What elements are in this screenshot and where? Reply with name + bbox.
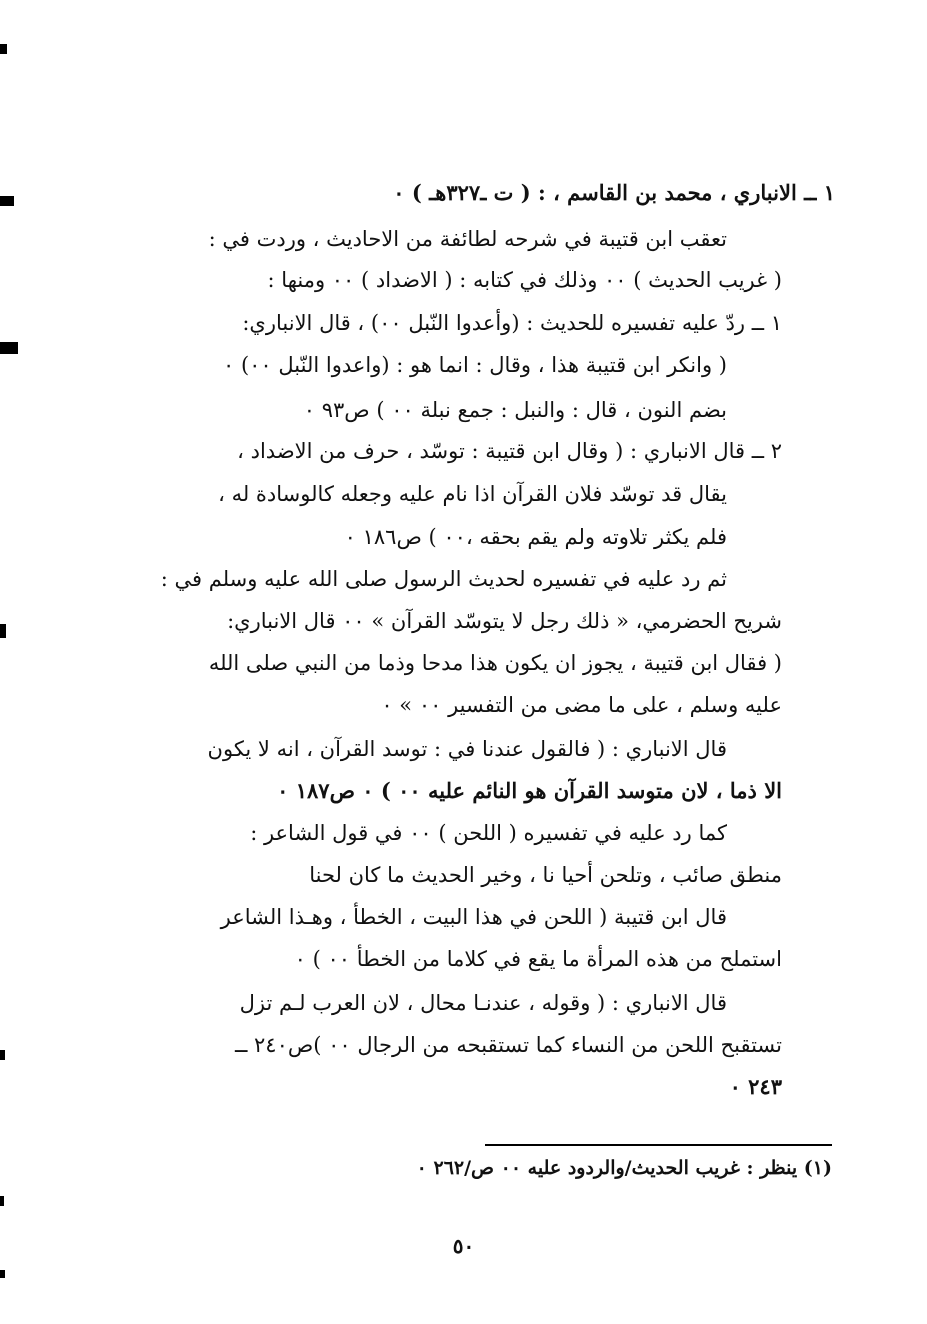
text-line: شريح الحضرمي، « ذلك رجل لا يتوسّد القرآن » ٠٠ قال الانباري: [227,609,782,633]
scan-edge-mark [0,1050,5,1060]
text-line: قال الانباري : ( وقوله ، عندنـا محال ، لان العرب لـم تزل [239,991,727,1015]
scan-edge-mark [0,624,6,638]
text-line: تعقب ابن قتيبة في شرحه لطائفة من الاحاديث ، وردت في : [208,227,727,251]
scan-edge-mark [0,1270,5,1278]
scan-edge-mark [0,44,7,54]
text-line: الا ذما ، لان متوسد القرآن هو النائم عليه ٠٠ ) ٠ ص١٨٧ ٠ [277,778,782,803]
footnote-divider [485,1144,832,1146]
text-line: بضم النون ، قال : والنبل : جمع نبلة ٠٠ ) ص٩٣ ٠ [303,398,727,422]
text-line: فلم يكثر تلاوته ولم يقم بحقه ،٠٠ ) ص١٨٦ ٠ [344,525,727,549]
text-line: استملح من هذه المرأة ما يقع في كلاما من الخطأ ٠٠ ) ٠ [294,947,782,971]
text-line: ٢ ــ قال الانباري : ( وقال ابن قتيبة : توسّد ، حرف من الاضداد ، [237,439,782,463]
entry-heading: ١ ــ الانباري ، محمد بن القاسم ، : ( ت ـ٣٢٧هـ ) ٠ [393,180,835,205]
text-line: ( وانكر ابن قتيبة هذا ، وقال : انما هو : (واعدوا النّبل ٠٠) ٠ [222,353,727,377]
text-line: كما رد عليه في تفسيره ( اللحن ) ٠٠ في قول الشاعر : [250,821,727,845]
scan-edge-mark [0,342,18,354]
text-line: قال الانباري : ( فالقول عندنا في : توسد القرآن ، انه لا يكون [207,737,727,761]
scan-edge-mark [0,1196,4,1206]
text-line: تستقبح اللحن من النساء كما تستقبحه من الرجال ٠٠ )ص٢٤٠ ــ [235,1033,782,1057]
text-line: عليه وسلم ، على ما مضى من التفسير ٠٠ » ٠ [381,693,782,717]
poem-verse: منطق صائب ، وتلحن أحيا نا ، وخير الحديث ما كان لحنا [309,863,782,887]
footnote: (١) ينظر : غريب الحديث/والردود عليه ٠٠ ص/٢٦٢ ٠ [416,1157,832,1179]
text-line: ثم رد عليه في تفسيره لحديث الرسول صلى الله عليه وسلم في : [160,567,727,591]
text-line: يقال قد توسّد فلان القرآن اذا نام عليه وجعله كالوسادة له ، [218,482,727,506]
scan-edge-mark [0,196,14,206]
text-line: قال ابن قتيبة ( اللحن في هذا البيت ، الخطأ ، وهـذا الشاعر [220,905,727,929]
text-line: ( فقال ابن قتيبة ، يجوز ان يكون هذا مدحا وذما من النبي صلى الله [208,651,782,675]
text-line: ٢٤٣ ٠ [729,1074,782,1099]
text-line: ١ ــ ردّ عليه تفسيره للحديث : (وأعدوا النّبل ٠٠) ، قال الانباري: [242,311,782,335]
text-line: ( غريب الحديث ) ٠٠ وذلك في كتابه : ( الاضداد ) ٠٠ ومنها : [267,268,782,292]
page-number: ٥٠ [452,1234,475,1258]
